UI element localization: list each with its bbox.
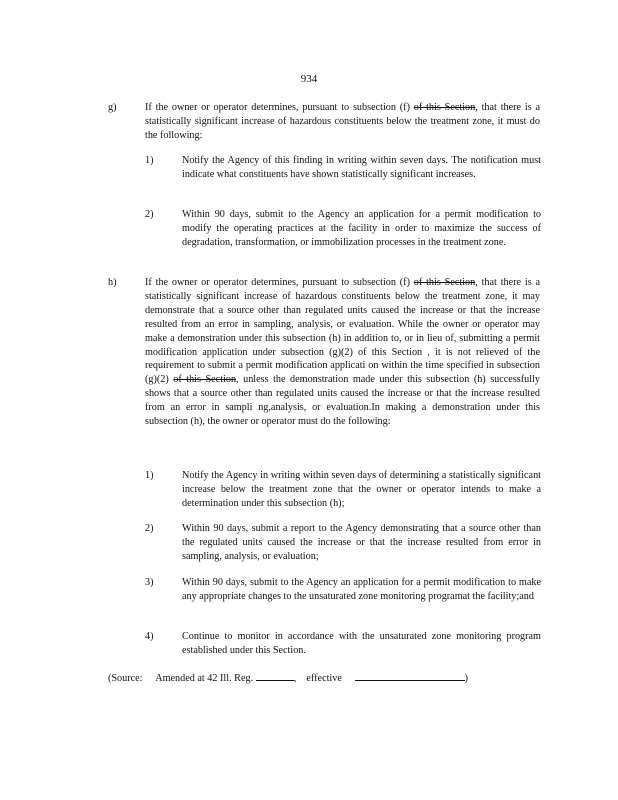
- subsection-h-item-1: 1) Notify the Agency in writing within seven days of determining a statistically significant increase below the treatment zone that the owner or operator intends to make a determination under this subsection (h);: [145, 470, 541, 509]
- subsection-g-text: If the owner or operator determines, pursuant to subsection (f) of this Section, that there is a statistically significant increase of hazardous constituents below the treatment zone, it must do the following:: [145, 102, 541, 141]
- subsection-g-label: g): [108, 102, 117, 113]
- subsection-g-item-1: 1) Notify the Agency of this finding in writing within seven days. The notification must indicate what constituents have shown statistically significant increases.: [145, 155, 541, 180]
- deleted-text: of this Section: [173, 374, 237, 386]
- volume-blank: [256, 671, 294, 681]
- subsection-g-item-2: 2) Within 90 days, submit to the Agency an application for a permit modification to modify the operating practices at the facility in order to maximize the success of degradation, transformation, or immobilization processes in the treatment zone.: [145, 209, 541, 248]
- subsection-h-item-3: 3) Within 90 days, submit to the Agency an application for a permit modification to make any appropriate changes to the unsaturated zone monitoring programat the facility;and: [145, 577, 541, 602]
- subsection-h-label: h): [108, 277, 117, 288]
- subsection-h-text: If the owner or operator determines, pursuant to subsection (f) of this Section, that there is a statistically significant increase of hazardous constituents below the treatment zone, it may demonstrate that a source other than regulated units caused the increase or that the increase resulted from an error in sampling, analysis, or evaluation. While the owner or operator may make a demonstration under this subsection (h) in addition to, or in lieu of, submitting a permit modification application under subsection (g)(2) of this Section , it is not relieved of the requirement to submit a permit modification applicati on within the time specified in subsection (g)(2) of this Section, unless the demonstration made under this subsection (h) successfully shows that a source other than regulated units caused the increase or that the increase resulted from an error in sampli ng,analysis, or evaluation.In making a demonstration under this subsection (h), the owner or operator must do the following:: [145, 277, 541, 428]
- page-number: 934: [300, 73, 318, 85]
- subsection-g: [108, 101, 540, 143]
- subsection-h-item-4: 4) Continue to monitor in accordance with the unsaturated zone monitoring program established under this Section.: [145, 631, 541, 656]
- deleted-text: of this Section: [413, 277, 476, 288]
- subsection-h: [108, 276, 540, 429]
- subsection-h-item-2: 2) Within 90 days, submit a report to the Agency demonstrating that a source other than the regulated units caused the increase or that the increase resulted from error in sampling, analysis, or evaluation;: [145, 523, 541, 562]
- deleted-text: of this Section: [413, 102, 476, 113]
- source-note: (Source: Amended at 42 Ill. Reg. , effective ): [108, 673, 469, 684]
- effective-date-blank: [355, 671, 465, 681]
